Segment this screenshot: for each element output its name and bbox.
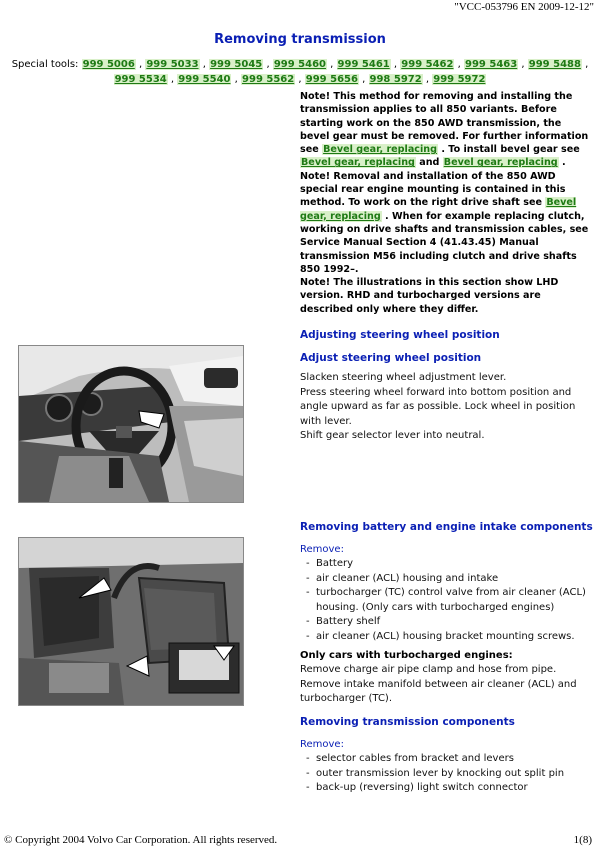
special-tool-link[interactable]: 998 5972 <box>369 74 422 85</box>
transmission-heading: Removing transmission components <box>300 716 515 728</box>
special-tool-link[interactable]: 999 5562 <box>242 74 295 85</box>
steering-line-1: Slacken steering wheel adjustment lever. <box>300 372 507 383</box>
bevel-gear-link-2[interactable]: Bevel gear, replacing <box>301 157 415 169</box>
steering-line-2: Press steering wheel forward into bottom position and angle upward as far as possible. Lock wheel in position with lever. <box>300 386 576 427</box>
battery-remove-label: Remove: <box>300 544 344 555</box>
steering-wheel-photo <box>18 345 244 503</box>
special-tools-label: Special tools: <box>11 59 79 70</box>
bevel-gear-link-1[interactable]: Bevel gear, replacing <box>323 144 437 156</box>
bevel-gear-link-3[interactable]: Bevel gear, replacing <box>443 157 558 169</box>
special-tools-links: 999 5006 , 999 5033 , 999 5045 , 999 5460 , 999 5461 , 999 5462 , 999 5463 , 999 5488 , 999 5534 , 999 5540 , 999 5562 , 999 5656 , 998 5972 , 999 5972 <box>82 59 589 85</box>
special-tool-link[interactable]: 999 5033 <box>146 59 199 70</box>
turbo-line-1: Remove charge air pipe clamp and hose from pipe. <box>300 664 557 675</box>
turbo-instructions <box>300 663 590 707</box>
steering-subheading: Adjust steering wheel position <box>300 352 482 364</box>
turbo-line-2: Remove intake manifold between air cleaner (ACL) and turbocharger (TC). <box>300 678 577 705</box>
list-item: - selector cables from bracket and levers <box>300 752 592 767</box>
special-tool-link[interactable]: 999 5656 <box>305 74 358 85</box>
page-title: Removing transmission <box>214 32 386 47</box>
list-item: - air cleaner (ACL) housing and intake <box>300 572 592 587</box>
battery-heading: Removing battery and engine intake components <box>300 521 593 533</box>
notes-block <box>300 90 592 316</box>
list-item: - turbocharger (TC) control valve from air cleaner (ACL) housing. (Only cars with turbocharged engines) <box>300 586 592 615</box>
list-item: - air cleaner (ACL) housing bracket mounting screws. <box>300 630 592 645</box>
special-tool-link[interactable]: 999 5463 <box>465 59 518 70</box>
transmission-remove-list <box>300 752 592 796</box>
engine-bay-illustration <box>19 538 243 705</box>
special-tool-link[interactable]: 999 5045 <box>210 59 263 70</box>
special-tool-link[interactable]: 999 5006 <box>82 59 135 70</box>
special-tool-link[interactable]: 999 5462 <box>401 59 454 70</box>
page-number: 1(8) <box>573 834 592 846</box>
engine-bay-photo <box>18 537 244 706</box>
special-tool-link[interactable]: 999 5461 <box>337 59 390 70</box>
list-item: - back-up (reversing) light switch connector <box>300 781 592 796</box>
turbo-heading: Only cars with turbocharged engines: <box>300 650 513 661</box>
note-2: Note! Removal and installation of the 850 AWD special rear engine mounting is contained in this method. To work on the right drive shaft see Bevel gear, replacing . When for example replacing clutch, working on drive shafts and transmission cables, see Service Manual Section 4 (41.43.45) Manual transmission M56 including clutch and drive shafts 850 1992–. <box>300 170 589 275</box>
special-tools <box>0 57 600 87</box>
steering-line-3: Shift gear selector lever into neutral. <box>300 430 485 442</box>
special-tool-link[interactable]: 999 5540 <box>178 74 231 85</box>
steering-instructions <box>300 371 590 444</box>
list-item: - Battery shelf <box>300 615 592 630</box>
list-item: - outer transmission lever by knocking out split pin <box>300 767 592 782</box>
page-footer <box>4 834 592 846</box>
note-3: Note! The illustrations in this section show LHD version. RHD and turbocharged versions are described only where they differ. <box>300 277 559 315</box>
steering-heading: Adjusting steering wheel position <box>300 329 500 341</box>
car-interior-illustration <box>19 346 243 502</box>
transmission-remove-label: Remove: <box>300 739 344 750</box>
list-item: - Battery <box>300 557 592 572</box>
special-tool-link[interactable]: 999 5488 <box>528 59 581 70</box>
note-1: Note! This method for removing and installing the transmission applies to all 850 variants. Before starting work on the 850 AWD transmission, the bevel gear must be removed. For further information see Bevel gear, replacing . To install bevel gear see Bevel gear, replacing and Bevel gear, replacing . <box>300 91 589 169</box>
special-tool-link[interactable]: 999 5972 <box>433 74 486 85</box>
document-id: "VCC-053796 EN 2009-12-12" <box>454 1 594 13</box>
special-tool-link[interactable]: 999 5460 <box>273 59 326 70</box>
battery-remove-list <box>300 557 592 644</box>
bevel-gear-link-4[interactable]: Bevel gear, replacing <box>300 197 577 222</box>
copyright: © Copyright 2004 Volvo Car Corporation. All rights reserved. <box>4 834 278 846</box>
special-tool-link[interactable]: 999 5534 <box>114 74 167 85</box>
